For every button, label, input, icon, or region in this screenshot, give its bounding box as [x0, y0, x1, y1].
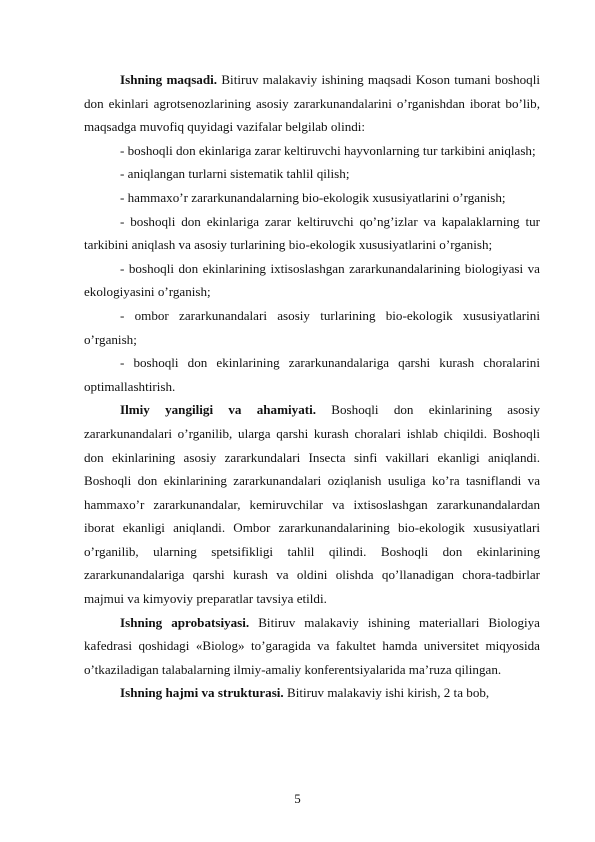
page-number: 5 — [294, 791, 301, 806]
task-item: - boshoqli don ekinlarining zararkunandalariga qarshi kurash choralarini optimallashtirish. — [84, 355, 540, 394]
task-item: - hammaxo’r zararkunandalarning bio-ekologik xususiyatlarini o’rganish; — [120, 189, 506, 205]
goal-paragraph — [84, 68, 540, 139]
page-body — [84, 68, 540, 705]
task-item: - boshoqli don ekinlarining ixtisoslashgan zararkunandalarining biologiyasi va ekologiyasini o’rganish; — [84, 260, 540, 300]
structure-text: Bitiruv malakaviy ishi kirish, 2 ta bob, — [283, 685, 490, 701]
task-item: - ombor zararkunandalari asosiy turlarining bio-ekologik xususiyatlarini o’rganish; — [84, 307, 540, 347]
novelty-paragraph — [84, 398, 540, 610]
task-item: - aniqlangan turlarni sistematik tahlil qilish; — [120, 166, 350, 182]
goal-heading: Ishning maqsadi. — [120, 72, 218, 87]
novelty-text: Boshoqli don ekinlarining asosiy zararkunandalari o’rganilib, ularga qarshi kurash choralari ishlab chiqildi. Boshoqli don ekinlarining asosiy zararkundalari Insecta sinfi vakillari ekanligi aniqlandi. Boshoqli don ekinlarining zararkunandalari oziqlanish usuliga ko’ra tasniflandi va hammaxo’r zararkunandalar, kemiruvchilar va ixtisoslashgan zararkunandalardan iborat ekanligi aniqlandi. Ombor zararkunandalarining bio-ekologik xususiyatlari o’rganilib, ularning spetsifikligi tahlil qilindi. Boshoqli don ekinlarining zararkunandalariga qarshi kurash va oldini olishda qo’llanadigan chora-tadbirlar majmui va kimyoviy preparatlar tavsiya etildi. — [84, 402, 541, 607]
task-item: - boshoqli don ekinlariga zarar keltiruvchi qo’ng’izlar va kapalaklarning tur tarkibini aniqlash va asosiy turlarining bio-ekologik xususiyatlarini o’rganish; — [84, 213, 540, 253]
approbation-text: Bitiruv malakaviy ishining materiallari Biologiya kafedrasi qoshidagi «Biolog» to’garagida va fakultet hamda universitet miqyosida o’tkaziladigan talabalarning ilmiy-amaliy konferentsiyalarida ma’ruza qilingan. — [84, 614, 540, 677]
novelty-heading: Ilmiy yangiligi va ahamiyati. — [120, 402, 317, 418]
task-item: - boshoqli don ekinlariga zarar keltiruvchi hayvonlarning tur tarkibini aniqlash; — [120, 142, 536, 158]
approbation-heading: Ishning aprobatsiyasi. — [120, 614, 250, 630]
structure-heading: Ishning hajmi va strukturasi. — [120, 685, 284, 701]
structure-paragraph — [84, 681, 540, 705]
goal-text: Bitiruv malakaviy ishining maqsadi Koson tumani boshoqli don ekinlari agrotsenozlarining asosiy zararkunandalarini o’rganishdan iborat bo’lib, maqsadga muvofiq quyidagi vazifalar belgilab olindi: — [84, 72, 540, 135]
approbation-paragraph — [84, 611, 540, 682]
